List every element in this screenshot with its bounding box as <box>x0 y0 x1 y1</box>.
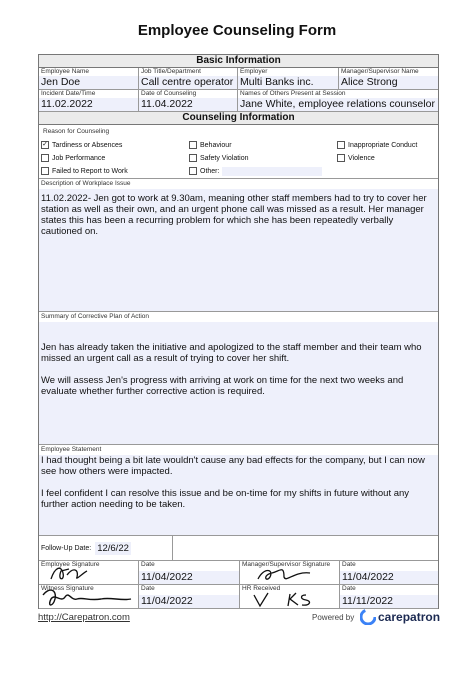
checkbox[interactable] <box>189 141 197 149</box>
employee-name-cell <box>39 68 139 89</box>
description-text: 11.02.2022- Jen got to work at 9.30am, meaning other staff members had to try to cover her station as well as their own, and an urgent phone call was missed as a result. Her manager states this has been a recurring problem for which she has been repeatedly verbally cautioned on. <box>41 193 427 237</box>
witness-date-field[interactable]: 11/04/2022 <box>139 595 239 608</box>
counseling-info-header: Counseling Information <box>39 112 438 125</box>
employee-signature-icon <box>39 561 139 584</box>
manager-cell <box>339 68 438 89</box>
reason-label-text: Safety Violation <box>200 154 249 162</box>
manager-signature-cell[interactable] <box>240 561 340 584</box>
carepatron-logo-icon <box>360 609 376 625</box>
carepatron-logo[interactable] <box>360 609 440 625</box>
followup-date-field[interactable]: 12/6/22 <box>97 542 129 554</box>
followup-label: Follow-Up Date: <box>41 544 92 552</box>
hr-signature-icon <box>240 585 340 608</box>
basic-row-2 <box>39 90 438 112</box>
signature-row-2 <box>39 585 438 609</box>
reason-label-text: Inappropriate Conduct <box>348 141 418 149</box>
employee-name-label: Employee Name <box>41 68 90 75</box>
reason-label-text: Other: <box>200 167 220 175</box>
checkbox[interactable] <box>337 154 345 162</box>
incident-label: Incident Date/Time <box>41 90 96 97</box>
incident-cell <box>39 90 139 111</box>
employee-date-cell <box>139 561 240 584</box>
job-title-field[interactable]: Call centre operator <box>139 76 237 89</box>
plan-text-2: We will assess Jen's progress with arriving at work on time for the next two weeks and evaluate whether further corrective action is required. <box>41 375 404 397</box>
reason-job-performance[interactable] <box>41 153 189 163</box>
reason-tardiness[interactable] <box>41 140 189 150</box>
reason-label: Reason for Counseling <box>43 128 110 135</box>
witness-signature-label: Witness Signature <box>41 585 94 592</box>
employee-date-label: Date <box>141 561 155 568</box>
manager-signature-icon <box>240 561 340 584</box>
reason-other[interactable] <box>189 166 337 176</box>
witness-date-cell <box>139 585 240 608</box>
statement-text-2: I feel confident I can resolve this issue and be on-time for my shifts in future without any further action needing to be taken. <box>41 488 410 510</box>
reason-section <box>39 125 438 179</box>
counseling-form <box>38 54 439 609</box>
followup-row <box>39 536 438 561</box>
plan-section <box>39 312 438 445</box>
job-title-label: Job Title/Department <box>141 68 201 75</box>
manager-date-cell <box>340 561 438 584</box>
employer-field[interactable]: Multi Banks inc. <box>238 76 338 89</box>
carepatron-brand-text: carepatron <box>378 610 441 624</box>
witness-signature-icon <box>39 585 139 608</box>
others-label: Names of Others Present at Session <box>240 90 346 97</box>
job-title-cell <box>139 68 238 89</box>
counseling-date-cell <box>139 90 238 111</box>
plan-field[interactable] <box>39 322 438 444</box>
manager-date-label: Date <box>342 561 356 568</box>
statement-text-1: I had thought being a bit late wouldn't cause any bad effects for the company, but I can now see how others were impacted. <box>41 455 425 477</box>
manager-signature-label: Manager/Supervisor Signature <box>242 561 331 568</box>
witness-date-label: Date <box>141 585 155 592</box>
reason-label-text: Tardiness or Absences <box>52 141 123 149</box>
reason-checkbox-grid <box>41 140 438 176</box>
signature-row-1 <box>39 561 438 585</box>
reason-failed-to-report[interactable] <box>41 166 189 176</box>
powered-by-text: Powered by <box>312 613 355 622</box>
others-field[interactable]: Jane White, employee relations counselor <box>238 98 438 111</box>
employee-name-field[interactable]: Jen Doe <box>39 76 138 89</box>
carepatron-link[interactable]: http://Carepatron.com <box>38 612 130 623</box>
basic-row-1 <box>39 68 438 90</box>
checkbox[interactable] <box>189 154 197 162</box>
counseling-date-label: Date of Counseling <box>141 90 197 97</box>
reason-violence[interactable] <box>337 153 438 163</box>
others-cell <box>238 90 438 111</box>
form-title: Employee Counseling Form <box>137 22 337 39</box>
reason-label-text: Violence <box>348 154 375 162</box>
reason-behaviour[interactable] <box>189 140 337 150</box>
checkbox-checked[interactable]: ✓ <box>42 141 48 148</box>
followup-cell <box>39 536 173 560</box>
checkbox[interactable] <box>189 167 197 175</box>
hr-date-label: Date <box>342 585 356 592</box>
hr-date-field[interactable]: 11/11/2022 <box>340 595 438 608</box>
statement-label: Employee Statement <box>41 446 102 453</box>
plan-label: Summary of Corrective Plan of Action <box>41 313 150 320</box>
description-field[interactable] <box>39 189 438 311</box>
checkbox[interactable] <box>337 141 345 149</box>
basic-info-header: Basic Information <box>39 55 438 68</box>
plan-text-1: Jen has already taken the initiative and apologized to the staff member and their team who missed an urgent call as a result of trying to cover her shift. <box>41 342 422 364</box>
hr-date-cell <box>340 585 438 608</box>
other-reason-field[interactable] <box>222 167 322 176</box>
incident-field[interactable]: 11.02.2022 <box>39 98 138 111</box>
reason-label-text: Behaviour <box>200 141 232 149</box>
employee-date-field[interactable]: 11/04/2022 <box>139 571 239 584</box>
manager-label: Manager/Supervisor Name <box>341 68 419 75</box>
employee-signature-cell[interactable] <box>39 561 139 584</box>
description-label: Description of Workplace Issue <box>41 180 131 187</box>
counseling-date-field[interactable]: 11.04.2022 <box>139 98 237 111</box>
hr-received-cell[interactable] <box>240 585 340 608</box>
employer-cell <box>238 68 339 89</box>
reason-safety-violation[interactable] <box>189 153 337 163</box>
manager-field[interactable]: Alice Strong <box>339 76 438 89</box>
reason-label-text: Failed to Report to Work <box>52 167 128 175</box>
witness-signature-cell[interactable] <box>39 585 139 608</box>
statement-field[interactable] <box>39 455 438 535</box>
manager-date-field[interactable]: 11/04/2022 <box>340 571 438 584</box>
description-section <box>39 179 438 312</box>
employer-label: Employer <box>240 68 268 75</box>
checkbox[interactable] <box>41 154 49 162</box>
reason-label-text: Job Performance <box>52 154 106 162</box>
employee-signature-label: Employee Signature <box>41 561 100 568</box>
statement-section <box>39 445 438 536</box>
hr-received-label: HR Received <box>242 585 281 592</box>
checkbox[interactable] <box>41 167 49 175</box>
reason-inappropriate-conduct[interactable] <box>337 140 438 150</box>
